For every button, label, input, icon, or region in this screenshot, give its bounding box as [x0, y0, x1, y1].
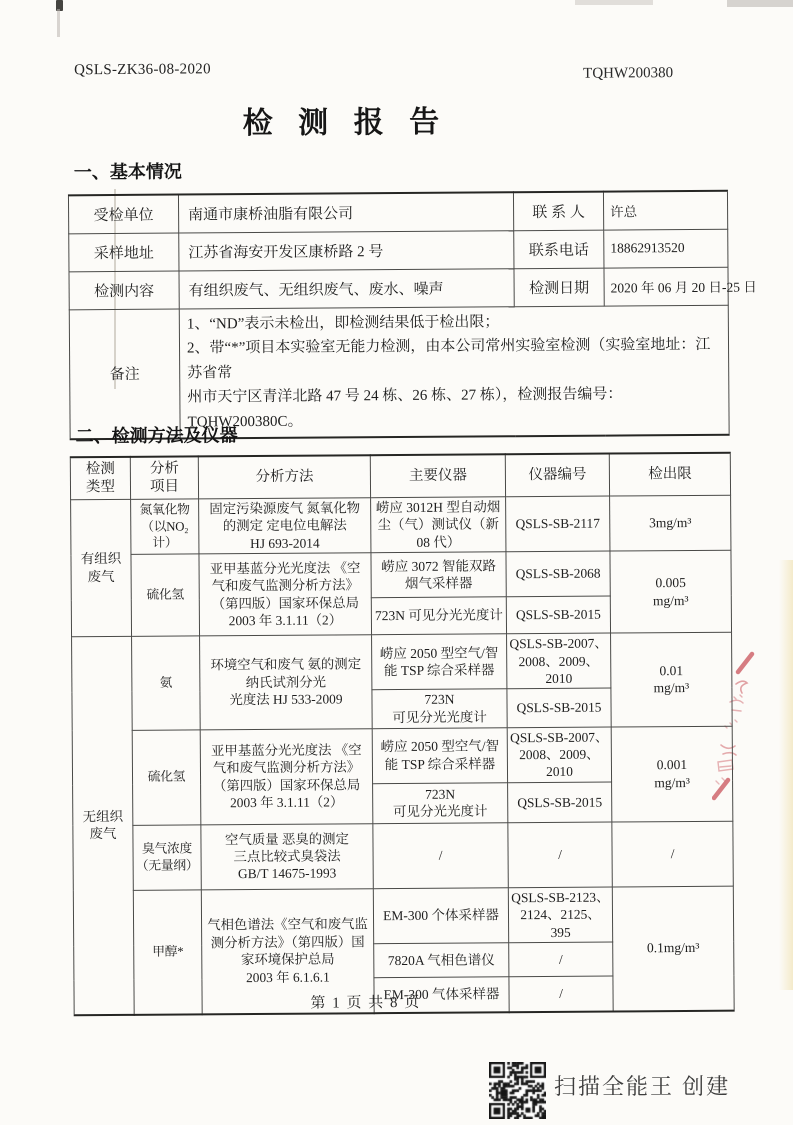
- cell-analysis-item: 臭气浓度 （无量纲）: [133, 825, 201, 890]
- table-row: [73, 821, 733, 891]
- field-value: 有组织废气、无组织废气、废水、噪声: [179, 268, 514, 308]
- cell-instrument-code: QSLS-SB-2007、 2008、2009、2010: [507, 633, 611, 689]
- table-row: [68, 191, 727, 234]
- field-label: 采样地址: [69, 233, 179, 272]
- cell-instrument: /: [373, 823, 508, 889]
- table-row: [73, 886, 733, 946]
- section-methods-heading: 二、检测方法及仪器: [75, 425, 238, 447]
- field-value: 江苏省海安开发区康桥路 2 号: [179, 230, 514, 270]
- cell-detection-limit: 0.1mg/m³: [612, 886, 734, 1011]
- cell-instrument-code: QSLS-SB-2007、 2008、2009、2010: [507, 727, 611, 783]
- cell-analysis-method: 亚甲基蓝分光光度法 《空 气和废气监测分析方法》 （第四版）国家环保总局 2003 年 3.1.11（2）: [199, 553, 372, 636]
- cell-analysis-method: 亚甲基蓝分光光度法 《空 气和废气监测分析方法》 （第四版）国家环保总局 2003 年 3.1.11（2）: [200, 728, 373, 824]
- column-header: 分析方法: [198, 455, 370, 498]
- field-label: 检测内容: [69, 271, 179, 310]
- cell-instrument: EM-300 个体采样器: [373, 888, 508, 944]
- cell-instrument: 7820A 气相色谱仪: [374, 943, 509, 978]
- remark-text: 1、“ND”表示未检出，即检测结果低于检出限； 2、带“*”项目本实验室无能力检测，由本公司常州实验室检测（实验室地址：江苏省常 州市天宁区青洋北路 47 号 24 栋、26 栋、27 栋），检测报告编号：TQHW200380C。: [179, 305, 729, 439]
- cell-instrument: EM-300 气体采样器: [374, 977, 509, 1013]
- cell-detection-limit: 0.001 mg/m³: [611, 726, 733, 822]
- column-header: 主要仪器: [370, 454, 505, 497]
- cell-instrument: 723N 可见分光光度计: [373, 783, 508, 824]
- column-header: 分析 项目: [130, 456, 198, 498]
- table-header-row: [70, 453, 730, 500]
- cell-sample-type: 无组织 废气: [72, 637, 135, 1015]
- qr-code: [489, 1062, 546, 1119]
- cell-instrument: 崂应 3012H 型自动烟 尘（气）测试仪（新 08 代）: [371, 496, 506, 553]
- cell-analysis-method: 气相色谱法《空气和废气监 测分析方法》（第四版）国 家环境保护总局 2003 年 6.1.6.1: [201, 888, 374, 1013]
- cell-analysis-method: 固定污染源废气 氮氧化物 的测定 定电位电解法 HJ 693-2014: [199, 497, 371, 554]
- cell-instrument-code: /: [509, 976, 613, 1012]
- field-label: 检测日期: [514, 268, 604, 307]
- table-row: [72, 632, 732, 692]
- cell-instrument-code: QSLS-SB-2015: [507, 688, 611, 727]
- table-row: [69, 267, 728, 310]
- field-value: 2020 年 06 月 20 日-25 日: [604, 267, 728, 306]
- cell-instrument-code: QSLS-SB-2015: [506, 596, 610, 634]
- cell-instrument-code: QSLS-SB-2068: [506, 551, 610, 597]
- report-title: 检 测 报 告: [242, 105, 449, 141]
- field-value: 18862913520: [604, 229, 728, 268]
- cell-analysis-item: 硫化氢: [132, 729, 201, 825]
- cell-instrument: 崂应 2050 型空气/智 能 TSP 综合采样器: [372, 634, 507, 690]
- field-label: 联 系 人: [513, 192, 603, 231]
- cell-analysis-item: 氨: [132, 636, 201, 730]
- methods-table: [70, 452, 735, 1016]
- page-number: 第 1 页 共 8 页: [310, 994, 421, 1012]
- cell-instrument: 崂应 2050 型空气/智 能 TSP 综合采样器: [372, 727, 507, 783]
- cell-instrument-code: QSLS-SB-2015: [508, 782, 612, 823]
- cell-sample-type: 有组织 废气: [71, 499, 132, 637]
- cell-analysis-item: 甲醇*: [133, 890, 202, 1015]
- table-row: [71, 550, 731, 600]
- cell-instrument-code: QSLS-SB-2123、 2124、2125、395: [508, 887, 612, 943]
- table-row: [71, 495, 731, 555]
- cell-instrument: 崂应 3072 智能双路 烟气采样器: [371, 552, 506, 598]
- field-label: 备注: [69, 309, 180, 440]
- report-number: TQHW200380: [583, 65, 674, 82]
- cell-analysis-item: 硫化氢: [131, 554, 200, 636]
- cell-instrument: 723N 可见分光光度计: [372, 689, 507, 728]
- field-label: 受检单位: [68, 195, 178, 234]
- column-header: 仪器编号: [505, 454, 609, 497]
- cell-analysis-method: 空气质量 恶臭的测定 三点比较式臭袋法 GB/T 14675-1993: [201, 823, 373, 889]
- cell-instrument-code: /: [509, 942, 613, 977]
- field-value: 南通市康桥油脂有限公司: [178, 192, 513, 232]
- cell-instrument-code: QSLS-SB-2117: [506, 496, 610, 552]
- cell-analysis-item: 氮氧化物 （以NO₂计）: [131, 498, 199, 554]
- cell-analysis-method: 环境空气和废气 氨的测定 纳氏试剂分光 光度法 HJ 533-2009: [200, 635, 373, 730]
- cell-detection-limit: /: [612, 821, 733, 887]
- field-value: 许总: [603, 191, 727, 230]
- document-code: QSLS-ZK36-08-2020: [74, 61, 211, 79]
- field-label: 联系电话: [514, 230, 604, 269]
- table-row: [69, 229, 728, 272]
- cell-detection-limit: 0.005 mg/m³: [610, 550, 732, 633]
- section-basic-info-heading: 一、基本情况: [73, 161, 182, 183]
- cell-detection-limit: 3mg/m³: [610, 495, 731, 551]
- column-header: 检出限: [609, 453, 730, 496]
- basic-info-table: [68, 190, 757, 441]
- cell-detection-limit: 0.01 mg/m³: [611, 632, 733, 726]
- cell-instrument: 723N 可见分光光度计: [371, 597, 506, 635]
- column-header: 检测 类型: [70, 457, 130, 499]
- table-row: [69, 305, 729, 440]
- scanner-watermark-text: 扫描全能王 创建: [554, 1074, 731, 1099]
- table-row: [72, 726, 732, 786]
- cell-instrument-code: /: [508, 822, 612, 888]
